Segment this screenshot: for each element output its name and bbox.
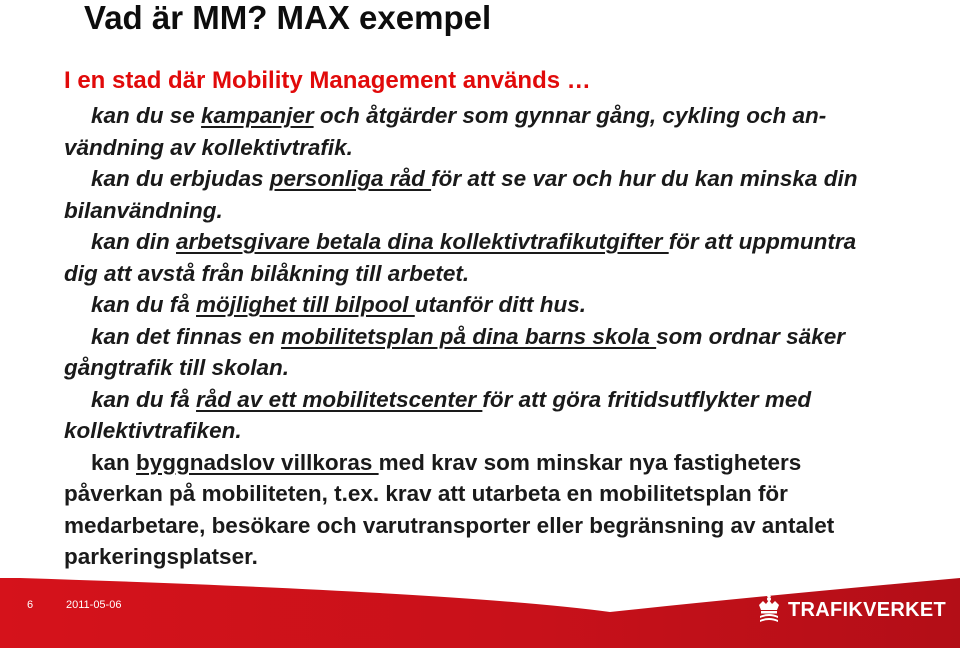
para-2-post: för att se var och hur du kan minska din bilanvändning.: [64, 166, 858, 223]
paragraph-personal-advice: [64, 163, 894, 226]
para-3-link: arbetsgivare betala dina kollektivtrafikutgifter: [176, 229, 669, 254]
brand-name: TRAFIKVERKET: [788, 599, 947, 621]
slide-body: [64, 100, 894, 573]
para-6-post: för att göra fritidsutflykter med kollektivtrafiken.: [64, 386, 812, 443]
para-1-post: och åtgärder som gynnar gång, cykling och an-vändning av kollektivtrafik.: [64, 103, 827, 160]
para-4-post: utanför ditt hus.: [414, 292, 586, 317]
slide-subtitle: I en stad där Mobility Management används …: [64, 67, 591, 94]
para-5-pre: kan det finnas en: [91, 323, 282, 349]
para-1-link: kampanjer: [201, 103, 314, 128]
paragraph-building-permit: [64, 447, 894, 573]
para-1-pre: kan du se: [91, 103, 202, 128]
trafikverket-logo: [756, 591, 946, 630]
para-3-post: för att uppmuntra dig att avstå från bilåkning till arbetet.: [64, 229, 857, 286]
para-4-pre: kan du få: [91, 292, 197, 317]
crown-emblem-icon: [756, 591, 782, 630]
para-4-link: möjlighet till bilpool: [196, 292, 415, 317]
para-6-link: råd av ett mobilitetscenter: [196, 386, 483, 412]
para-5-link: mobilitetsplan på dina barns skola: [281, 323, 657, 349]
para-2-link: personliga råd: [269, 166, 432, 191]
paragraph-employer: [64, 226, 894, 289]
footer-date: 2011-05-06: [66, 599, 122, 611]
slide-title: Vad är MM? MAX exempel: [84, 0, 492, 36]
paragraph-school-plan: [64, 321, 894, 384]
para-2-pre: kan du erbjudas: [91, 166, 270, 191]
para-7-link: byggnadslov villkoras: [136, 449, 379, 475]
paragraph-mobility-center: [64, 384, 894, 447]
para-6-pre: kan du få: [91, 386, 197, 412]
paragraph-carpool: [64, 289, 894, 321]
paragraph-campaigns: [64, 100, 894, 163]
page-number: 6: [27, 599, 34, 611]
para-5-post: som ordnar säker gångtrafik till skolan.: [64, 323, 845, 380]
para-3-pre: kan din: [91, 229, 177, 254]
para-7-pre: kan: [91, 449, 137, 475]
para-7-post: med krav som minskar nya fastigheters påverkan på mobiliteten, t.ex. krav att utarbeta en mobilitetsplan för medarbetare, besökare och varutransporter eller begränsning av antalet parkeringsplatser.: [64, 449, 835, 569]
